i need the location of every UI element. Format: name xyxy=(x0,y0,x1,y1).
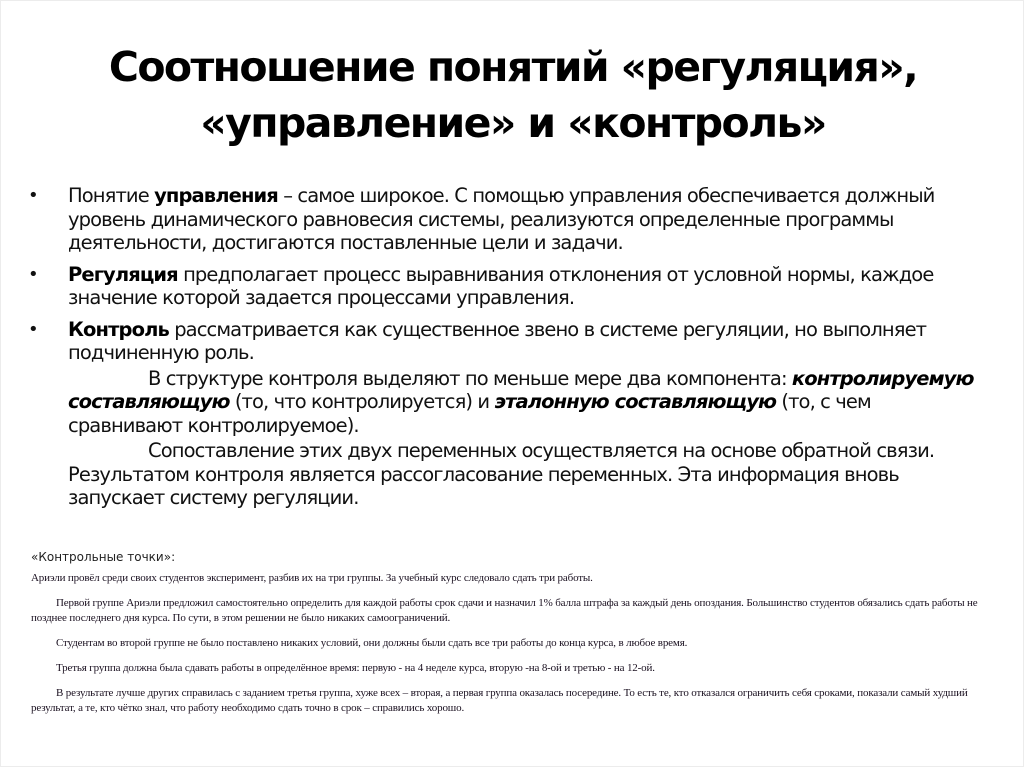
comparison-paragraph xyxy=(23,439,983,510)
scan-paragraph-intro: Ариэли провёл среди своих студентов эксперимент, разбив их на три группы. За учебный курс следовало сдать три работы. xyxy=(31,572,593,584)
bullet-regulation xyxy=(23,263,983,310)
term-control: Контроль xyxy=(68,317,169,341)
structure-text-1: В структуре контроля выделяют по меньше мере два компонента: xyxy=(148,366,792,390)
title-line-1: Соотношение понятий «регуляция», xyxy=(108,43,918,91)
bullet-management xyxy=(23,184,983,255)
bullet-text: рассматривается как существенное звено в системе регуляции, но выполняет подчиненную роль. xyxy=(68,317,927,364)
scanned-text-image xyxy=(31,571,1001,726)
scan-paragraph-group-1: Первой группе Ариэли предложил самостоятельно определить для каждой работы срок сдачи и назначил 1% балла штрафа за каждый день опоздания. Большинство студентов обязались сдать работы не позднее последнего дня курса. По сути, в этом решении не было никаких самоограничений. xyxy=(31,597,978,624)
title-line-2: «управление» и «контроль» xyxy=(200,99,826,147)
bullet-dot-icon: • xyxy=(28,318,38,340)
term-management: управления xyxy=(154,184,278,207)
comparison-text: Сопоставление этих двух переменных осуществляется на основе обратной связи. Результатом контроля является рассогласование переменных. Эта информация вновь запускает систему регуляции. xyxy=(68,439,935,509)
term-regulation: Регуляция xyxy=(68,262,178,286)
bullet-dot-icon: • xyxy=(28,185,38,206)
bullet-control xyxy=(23,318,983,365)
slide-title xyxy=(1,39,1024,151)
bullet-dot-icon: • xyxy=(28,263,38,285)
term-reference-component: эталонную составляющую xyxy=(494,390,777,413)
slide-body xyxy=(23,184,983,510)
bullet-text: предполагает процесс выравнивания отклонения от условной нормы, каждое значение которой задается процессами управления. xyxy=(68,262,934,309)
control-points-label: «Контрольные точки»: xyxy=(31,550,176,564)
bullet-text: – самое широкое. С помощью управления обеспечивается должный уровень динамического равновесия системы, реализуются определенные программы деятельности, достигаются поставленные цели и задачи. xyxy=(68,184,935,254)
bullet-lead: Понятие xyxy=(68,184,155,207)
scan-paragraph-group-3: Третья группа должна была сдавать работы в определённое время: первую - на 4 неделе курса, вторую -на 8-ой и третью - на 12-ой. xyxy=(56,662,655,674)
structure-paragraph xyxy=(23,367,983,438)
structure-text-3: (то, с чем сравнивают контролируемое). xyxy=(68,390,871,437)
structure-text-2: (то, что контролируется) и xyxy=(229,390,495,413)
term-controlled-component: контролируемую составляющую xyxy=(68,366,974,413)
scan-paragraph-group-2: Студентам во второй группе не было поставлено никаких условий, они должны были сдать все три работы до конца курса, в любое время. xyxy=(56,637,688,649)
scan-paragraph-result: В результате лучше других справилась с заданием третья группа, хуже всех – вторая, а первая группа оказалась посередине. То есть те, кто отказался ограничить себя сроками, показали самый худший результат, а те, кто чётко знал, что работу необходимо сдать точно в срок – справились хорошо. xyxy=(31,687,968,714)
